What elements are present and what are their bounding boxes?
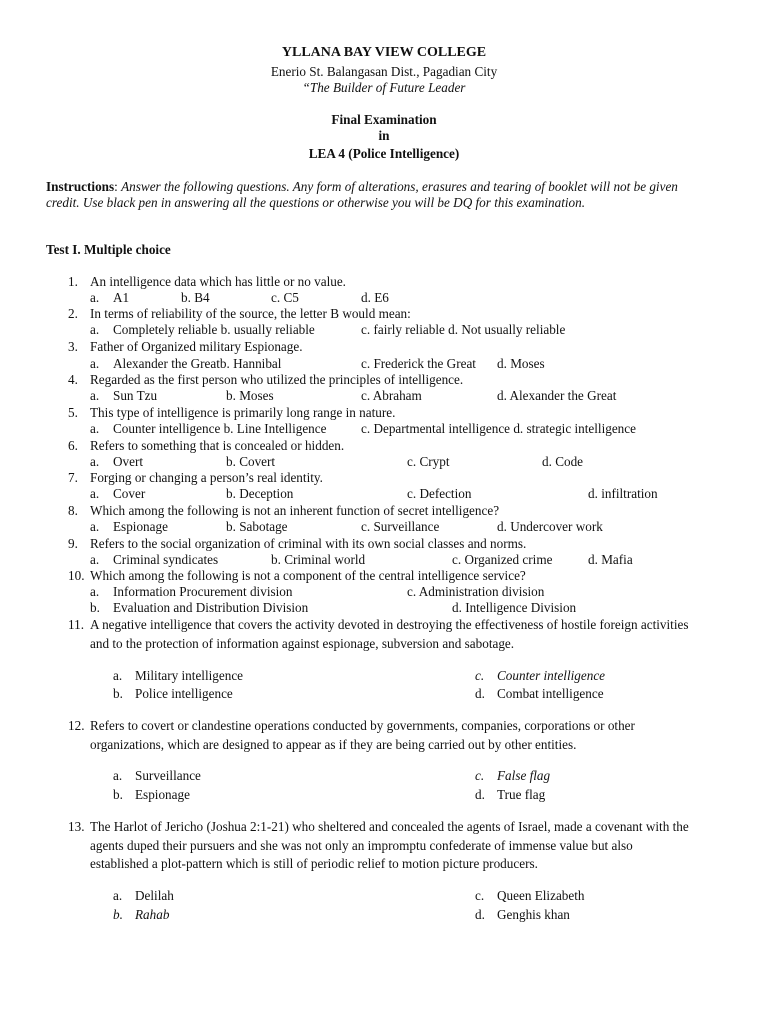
question-text: Which among the following is not an inherent function of secret intelligence? [90,503,500,518]
option-letter: a. [90,519,100,534]
option-a: Sun Tzu [113,388,158,403]
option-letter: a. [90,388,100,403]
option-d: d. infiltration [588,486,658,501]
option-d: True flag [497,787,546,802]
exam-in: in [378,128,390,143]
option-letter: b. [113,907,123,922]
option-a: Espionage [113,519,168,534]
option-b: b. Covert [226,454,276,469]
option-c-d: c. Departmental intelligence d. strategic intelligence [361,421,636,436]
option-letter: a. [90,584,100,599]
college-motto: “The Builder of Future Leader [302,80,466,95]
option-d: d. Alexander the Great [497,388,617,403]
question-number: 2. [68,306,78,321]
option-a-b: Completely reliable b. usually reliable [113,322,315,337]
question-number: 11. [68,617,84,632]
question-number: 6. [68,438,78,453]
option-a: Surveillance [135,768,201,783]
option-letter: b. [113,686,123,701]
question-text: In terms of reliability of the source, the letter B would mean: [90,306,411,321]
option-letter: c. [475,668,485,683]
option-a-b: Alexander the Greatb. Hannibal [113,356,282,371]
option-a: Military intelligence [135,668,244,683]
instructions-line-1: Instructions: Answer the following questions. Any form of alterations, erasures and tearing of booklet will not be given [46,179,678,194]
question-text: This type of intelligence is primarily long range in nature. [90,405,396,420]
question-number: 7. [68,470,78,485]
option-letter: d. [475,907,485,922]
option-letter: a. [113,888,123,903]
instructions-label: Instructions [46,179,115,194]
option-a: Overt [113,454,144,469]
question-number: 1. [68,274,78,289]
option-d: d. E6 [361,290,389,305]
option-d: d. Moses [497,356,545,371]
option-b: b. B4 [181,290,210,305]
college-address: Enerio St. Balangasan Dist., Pagadian City [270,64,498,79]
option-letter: a. [90,356,100,371]
option-b: Espionage [135,787,190,802]
question-number: 3. [68,339,78,354]
option-d: d. Code [542,454,584,469]
option-letter: a. [90,421,100,436]
option-d: Genghis khan [497,907,570,922]
question-text: A negative intelligence that covers the activity devoted in destroying the effectiveness of hostile foreign activities [90,617,689,632]
question-text: Regarded as the first person who utilized the principles of intelligence. [90,372,464,387]
option-d: d. Mafia [588,552,633,567]
option-a: Information Procurement division [113,584,293,599]
question-text: Refers to the social organization of criminal with its own social classes and norms. [90,536,527,551]
option-a-b: Counter intelligence b. Line Intelligence [113,421,327,436]
instructions-line-2: credit. Use black pen in answering all the questions or otherwise you will be DQ for this examination. [46,195,586,210]
question-text: Forging or changing a person’s real identity. [90,470,323,485]
option-letter: b. [90,600,100,615]
exam-subject: LEA 4 (Police Intelligence) [308,146,460,161]
question-text: established a plot-pattern which is still of periodic relief to motion picture producers. [90,856,538,871]
question-number: 13. [68,819,85,834]
question-number: 10. [68,568,85,583]
option-a: Cover [113,486,146,501]
question-number: 8. [68,503,78,518]
option-c: Queen Elizabeth [497,888,585,903]
question-text: and to the protection of information against espionage, subversion and sabotage. [90,636,515,651]
question-text: Which among the following is not a component of the central intelligence service? [90,568,526,583]
option-c: c. Organized crime [452,552,553,567]
option-a: Delilah [135,888,174,903]
exam-title: Final Examination [331,112,437,127]
question-number: 4. [68,372,78,387]
option-c-d: c. fairly reliable d. Not usually reliable [361,322,566,337]
option-b: Rahab [135,907,170,922]
question-text: Father of Organized military Espionage. [90,339,303,354]
option-c: c. Administration division [407,584,545,599]
option-c: c. Defection [407,486,472,501]
question-text: agents duped their pursuers and she was not only an impromptu confederate of immense value but also [90,838,633,853]
option-letter: c. [475,888,485,903]
instructions-text: Answer the following questions. Any form of alterations, erasures and tearing of booklet will not be given [121,179,678,194]
option-c: c. Surveillance [361,519,440,534]
question-text: organizations, which are designed to appear as if they are being carried out by other entities. [90,737,577,752]
option-c: False flag [497,768,551,783]
option-c: c. Crypt [407,454,450,469]
option-b: Evaluation and Distribution Division [113,600,309,615]
test-title: Test I. Multiple choice [46,242,171,257]
option-b: b. Criminal world [271,552,366,567]
option-letter: c. [475,768,485,783]
option-b: b. Sabotage [226,519,288,534]
option-c: c. C5 [271,290,299,305]
question-text: The Harlot of Jericho (Joshua 2:1-21) who sheltered and concealed the agents of Israel, made a covenant with the [90,819,689,834]
option-d: d. Intelligence Division [452,600,577,615]
option-c: c. Abraham [361,388,422,403]
option-letter: a. [113,668,123,683]
option-d: d. Undercover work [497,519,603,534]
option-a: A1 [113,290,130,305]
option-c: c. Frederick the Great [361,356,476,371]
option-letter: a. [90,552,100,567]
question-number: 5. [68,405,78,420]
option-letter: a. [113,768,123,783]
question-text: Refers to something that is concealed or hidden. [90,438,345,453]
question-text: An intelligence data which has little or no value. [90,274,346,289]
college-name: YLLANA BAY VIEW COLLEGE [281,45,487,60]
option-letter: a. [90,322,100,337]
option-letter: a. [90,486,100,501]
question-number: 12. [68,718,85,733]
option-b: b. Moses [226,388,274,403]
option-b: Police intelligence [135,686,233,701]
option-letter: a. [90,454,100,469]
option-letter: a. [90,290,100,305]
option-letter: b. [113,787,123,802]
question-number: 9. [68,536,78,551]
option-a: Criminal syndicates [113,552,219,567]
option-letter: d. [475,686,485,701]
option-c: Counter intelligence [497,668,606,683]
option-b: b. Deception [226,486,294,501]
question-text: Refers to covert or clandestine operations conducted by governments, companies, corporations or other [90,718,635,733]
option-letter: d. [475,787,485,802]
option-d: Combat intelligence [497,686,604,701]
